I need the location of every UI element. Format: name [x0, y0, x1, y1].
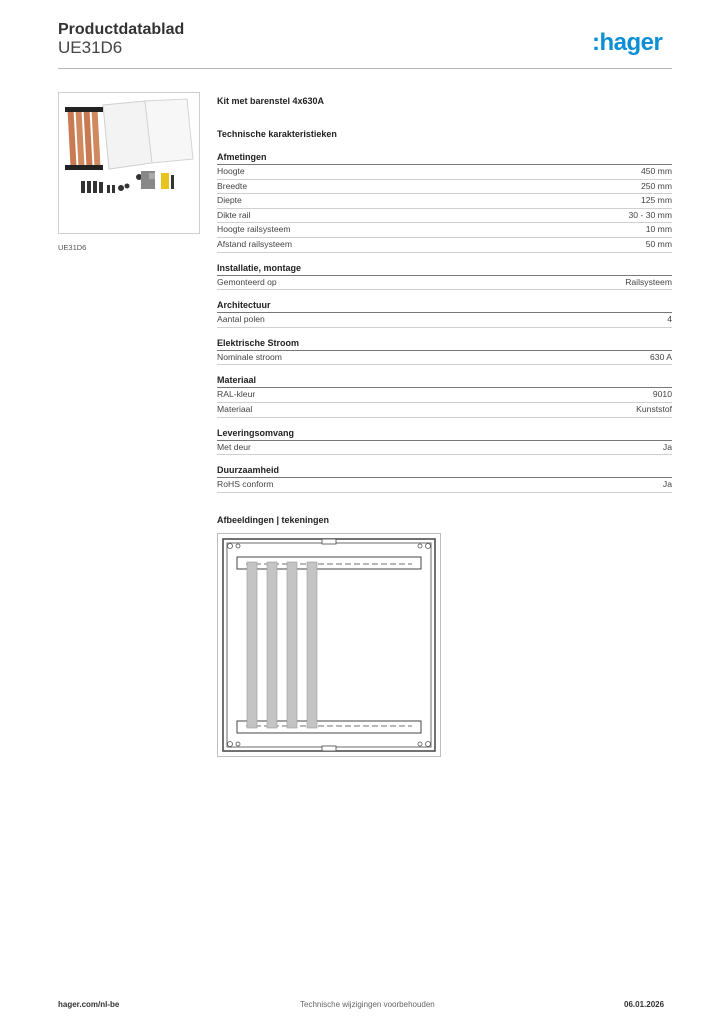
spec-section	[217, 300, 672, 328]
kit-title: Kit met barenstel 4x630A	[217, 96, 325, 106]
spec-value: Kunststof	[636, 403, 672, 414]
spec-section	[217, 465, 672, 493]
header-divider	[58, 68, 672, 69]
spec-row	[217, 238, 672, 253]
spec-sections	[217, 152, 672, 493]
spec-row	[217, 403, 672, 418]
spec-label: Aantal polen	[217, 314, 265, 325]
spec-row	[217, 209, 672, 224]
section-heading: Architectuur	[217, 300, 672, 313]
spec-value: 10 mm	[645, 224, 672, 235]
spec-label: Materiaal	[217, 403, 253, 414]
spec-row	[217, 223, 672, 238]
hager-logo[interactable]: :hager	[592, 29, 663, 56]
spec-row	[217, 478, 672, 493]
spec-value: 50 mm	[645, 238, 672, 249]
section-heading: Materiaal	[217, 375, 672, 388]
spec-row	[217, 441, 672, 456]
document-subtitle: UE31D6	[58, 38, 123, 57]
spec-value: 4	[667, 314, 672, 325]
images-title: Afbeeldingen | tekeningen	[217, 514, 330, 525]
tech-title: Technische karakteristieken	[217, 129, 337, 139]
spec-value: 9010	[652, 389, 672, 400]
spec-content	[217, 96, 672, 757]
spec-row	[217, 165, 672, 180]
image-caption: UE31D6	[58, 243, 87, 252]
document-title: Productdatablad	[58, 21, 185, 38]
spec-label: RoHS conform	[217, 479, 274, 490]
product-image	[58, 92, 200, 234]
footer-note: Technische wijzigingen voorbehouden	[300, 1000, 435, 1009]
technical-drawing	[217, 533, 441, 757]
section-heading: Elektrische Stroom	[217, 338, 672, 351]
spec-value: 630 A	[650, 351, 672, 362]
spec-value: 250 mm	[640, 180, 672, 191]
footer-website[interactable]: hager.com/nl-be	[58, 1000, 120, 1009]
spec-value: 30 - 30 mm	[628, 209, 672, 220]
spec-row	[217, 388, 672, 403]
spec-label: Nominale stroom	[217, 351, 282, 362]
section-heading: Afmetingen	[217, 152, 672, 165]
section-heading: Duurzaamheid	[217, 465, 672, 478]
spec-section	[217, 338, 672, 366]
spec-row	[217, 180, 672, 195]
spec-row	[217, 194, 672, 209]
spec-row	[217, 313, 672, 328]
spec-section	[217, 263, 672, 291]
section-heading: Leveringsomvang	[217, 428, 672, 441]
spec-label: Gemonteerd op	[217, 276, 277, 287]
spec-row	[217, 351, 672, 366]
section-heading: Installatie, montage	[217, 263, 672, 276]
footer-date: 06.01.2026	[624, 1000, 665, 1009]
spec-label: Breedte	[217, 180, 248, 191]
spec-label: Dikte rail	[217, 209, 251, 220]
spec-section	[217, 375, 672, 417]
spec-label: Diepte	[217, 195, 242, 206]
spec-row	[217, 276, 672, 291]
spec-value: Railsysteem	[625, 276, 672, 287]
spec-label: Afstand railsysteem	[217, 238, 292, 249]
spec-label: Hoogte railsysteem	[217, 224, 291, 235]
spec-label: Met deur	[217, 441, 251, 452]
spec-value: Ja	[662, 479, 672, 490]
spec-label: Hoogte	[217, 166, 245, 176]
spec-section	[217, 152, 672, 253]
spec-section	[217, 428, 672, 456]
spec-value: 125 mm	[640, 195, 672, 206]
spec-value: 450 mm	[640, 166, 672, 176]
spec-value: Ja	[662, 441, 672, 452]
spec-label: RAL-kleur	[217, 389, 256, 400]
